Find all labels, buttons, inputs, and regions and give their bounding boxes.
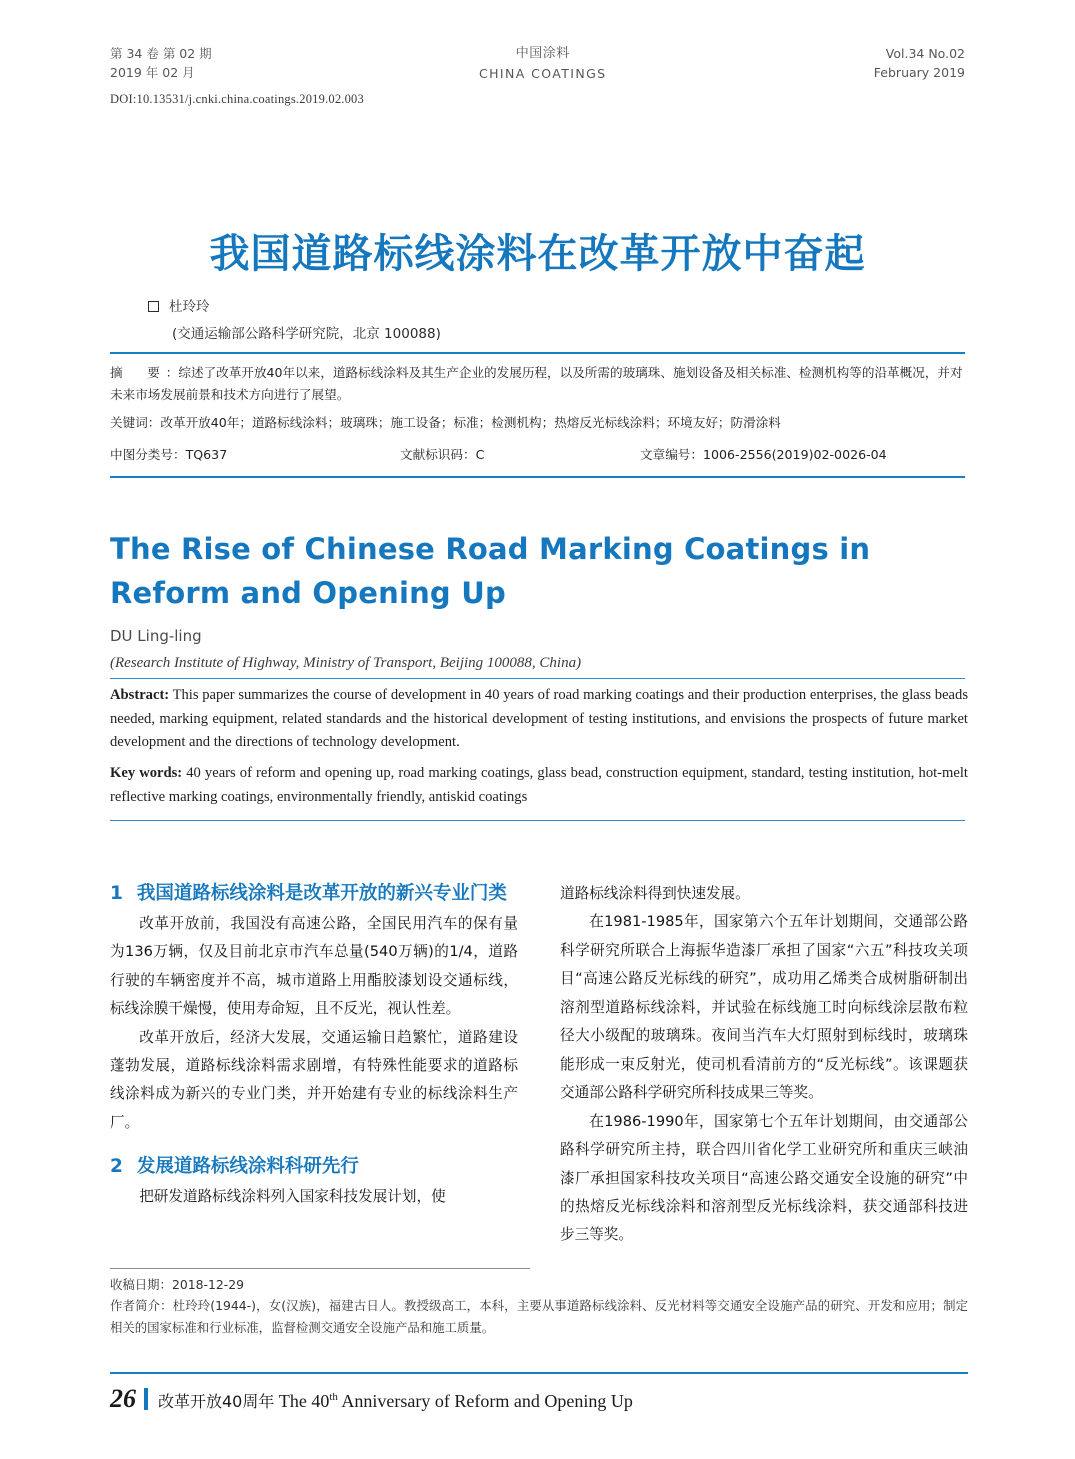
paragraph: 改革开放前，我国没有高速公路，全国民用汽车的保有量为136万辆，仅及目前北京市汽车总量(540万辆)的1/4，道路行驶的车辆密度并不高，城市道路上用酯胶漆划设交通标线，标线涂膜干燥慢，使用寿命短，且不反光，视认性差。 xyxy=(110,914,518,1018)
keywords-cn xyxy=(110,412,968,434)
abstract-en-label: Abstract: xyxy=(110,687,170,703)
paragraph: 把研发道路标线涂料列入国家科技发展计划，使 xyxy=(139,1188,446,1206)
abstract-en-text: This paper summarizes the course of development in 40 years of road marking coatings and their production enterprises, the glass beads needed, marking equipment, related standards and the historical development of testing institutions, and envisions the prospects of future market development and the directions of technology development. xyxy=(110,687,968,751)
volume-issue-cn: 第 34 卷 第 02 期 xyxy=(110,46,212,61)
page-number: 26 xyxy=(110,1384,136,1413)
running-head xyxy=(110,44,965,84)
section-title-1: 我国道路标线涂料是改革开放的新兴专业门类 xyxy=(136,883,507,904)
divider-below-cn-abstract xyxy=(110,476,965,478)
footnote-divider xyxy=(110,1268,530,1269)
footer-accent-bar xyxy=(144,1388,148,1410)
square-bullet-icon xyxy=(148,301,159,312)
keywords-en-label: Key words: xyxy=(110,765,183,781)
author-bio-text: 杜玲玲(1944-)，女(汉族)，福建古日人。教授级高工，本科，主要从事道路标线涂料、反光材料等交通安全设施产品的研究、开发和应用；制定相关的国家标准和行业标准，监督检测交通安全设施产品和施工质量。 xyxy=(110,1298,968,1335)
footnote-block xyxy=(110,1274,968,1338)
running-head-left xyxy=(110,44,212,83)
footer-text-cn: 改革开放40周年 xyxy=(158,1392,275,1411)
author-line-cn xyxy=(148,295,210,315)
body-column-right xyxy=(560,880,968,1250)
issue-date-en: February 2019 xyxy=(873,65,965,81)
author-name-en: DU Ling-ling xyxy=(110,627,202,645)
section-number-1: 1 xyxy=(110,883,123,904)
keywords-cn-text: ：改革开放40年；道路标线涂料；玻璃珠；施工设备；标准；检测机构；热熔反光标线涂料；环境友好；防滑涂料 xyxy=(147,415,781,430)
journal-name-cn: 中国涂料 xyxy=(515,46,570,61)
issue-date-cn: 2019 年 02 月 xyxy=(110,65,195,81)
article-id-label: 文章编号： xyxy=(640,447,703,462)
footer-text xyxy=(158,1389,633,1412)
keywords-en-text: 40 years of reform and opening up, road marking coatings, glass bead, construction equipment, standard, testing institution, hot-melt reflective marking coatings, environmentally friendly, antiskid coatings xyxy=(110,765,968,805)
author-name-cn: 杜玲玲 xyxy=(169,299,210,315)
section-heading-1 xyxy=(110,880,518,908)
affiliation-en: (Research Institute of Highway, Ministry of Transport, Beijing 100088, China) xyxy=(110,655,582,671)
document-code xyxy=(400,444,640,463)
divider-below-en-abstract xyxy=(110,820,965,821)
running-head-right xyxy=(874,44,965,83)
section-number-2: 2 xyxy=(110,1156,123,1178)
footer-divider xyxy=(110,1372,968,1374)
article-title-cn: 我国道路标线涂料在改革开放中奋起 xyxy=(209,231,866,277)
article-id-value: 1006-2556(2019)02-0026-04 xyxy=(702,447,887,462)
divider-above-en-abstract xyxy=(110,678,965,679)
author-bio-line xyxy=(110,1295,968,1338)
classification-row xyxy=(110,444,968,463)
received-date-label: 收稿日期： xyxy=(110,1277,172,1292)
running-head-center xyxy=(479,44,607,84)
footer-text-en-before: The 40 xyxy=(278,1391,330,1411)
body-column-left xyxy=(110,880,518,1250)
divider-above-cn-abstract xyxy=(110,352,965,354)
article-title-en: The Rise of Chinese Road Marking Coatings in Reform and Opening Up xyxy=(110,532,871,610)
page-footer xyxy=(110,1384,968,1414)
document-code-value: C xyxy=(475,447,485,462)
paragraph: 在1986-1990年，国家第七个五年计划期间，由交通部公路科学研究所主持，联合四川省化学工业研究所和重庆三峡油漆厂承担国家科技攻关项目“高速公路交通安全设施的研究”中的热熔反光标线涂料和溶剂型反光标线涂料，获交通部科技进步三等奖。 xyxy=(560,1112,968,1244)
keywords-cn-label: 关键词 xyxy=(110,415,148,430)
article-body xyxy=(110,880,968,1250)
abstract-cn-text: ：综述了改革开放40年以来，道路标线涂料及其生产企业的发展历程，以及所需的玻璃珠、施划设备及相关标准、检测机构等的沿革概况，并对未来市场发展前景和技术方向进行了展望。 xyxy=(110,365,963,403)
volume-issue-en: Vol.34 No.02 xyxy=(885,46,965,61)
received-date-value: 2018-12-29 xyxy=(171,1277,244,1292)
abstract-cn xyxy=(110,362,968,407)
clc-value: TQ637 xyxy=(185,447,228,462)
doi-text: DOI:10.13531/j.cnki.china.coatings.2019.02.003 xyxy=(110,92,364,106)
footer-text-ordinal: th xyxy=(329,1391,338,1403)
section-title-2: 发展道路标线涂料科研先行 xyxy=(136,1156,359,1178)
section-heading-2 xyxy=(110,1153,518,1181)
footer-text-en-after: Anniversary of Reform and Opening Up xyxy=(337,1391,633,1411)
article-id xyxy=(640,444,968,463)
abstract-cn-line xyxy=(110,362,968,407)
author-bio-label: 作者简介： xyxy=(110,1298,173,1314)
abstract-en xyxy=(110,684,968,755)
paragraph: 道路标线涂料得到快速发展。 xyxy=(560,885,750,902)
clc-label: 中图分类号： xyxy=(110,447,186,462)
keywords-en xyxy=(110,762,968,809)
clc-number xyxy=(110,444,400,463)
keywords-cn-line xyxy=(110,412,968,434)
affiliation-cn: (交通运输部公路科学研究院，北京 100088) xyxy=(172,326,441,342)
paragraph: 改革开放后，经济大发展，交通运输日趋繁忙，道路建设蓬勃发展，道路标线涂料需求剧增，有特殊性能要求的道路标线涂料成为新兴的专业门类，并开始建有专业的标线涂料生产厂。 xyxy=(110,1028,518,1131)
received-date-line xyxy=(110,1274,968,1295)
abstract-cn-label: 摘 要 xyxy=(110,365,166,380)
journal-name-en: CHINA COATINGS xyxy=(478,66,607,82)
paragraph: 在1981-1985年，国家第六个五年计划期间，交通部公路科学研究所联合上海振华造漆厂承担了国家“六五”科技攻关项目“高速公路反光标线的研究”，成功用乙烯类合成树脂研制出溶剂型道路标线涂料，并试验在标线施工时向标线涂层散布粒径大小级配的玻璃珠。夜间当汽车大灯照射到标线时，玻璃珠能形成一束反射光，使司机看清前方的“反光标线”。该课题获交通部公路科学研究所科技成果三等奖。 xyxy=(560,913,968,1102)
document-code-label: 文献标识码： xyxy=(400,447,476,462)
